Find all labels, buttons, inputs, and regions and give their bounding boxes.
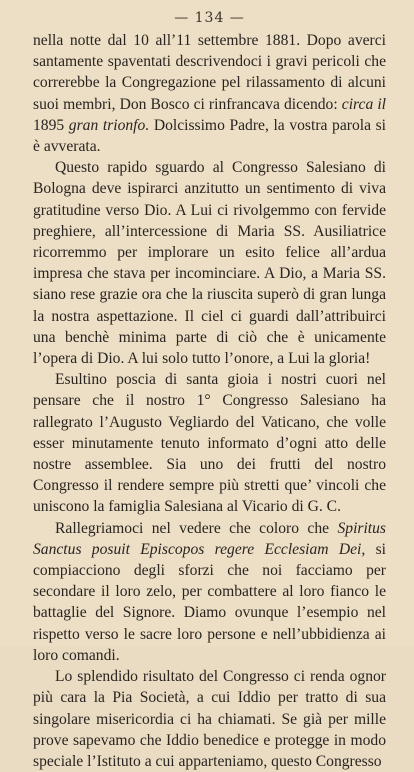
text-segment: Dolcissimo Padre, la vostra parola si è avverata. bbox=[33, 116, 386, 156]
text-segment: Lo splendido risultato del Congresso ci renda ognor più cara la Pia Società, a cui Iddio per tratto di sua singolare misericordia ci ha chiamati. Se già per mille prove sapevamo che Iddio benedice e protegge in modo speciale l’Istituto a cui apparteniamo, questo Congresso bbox=[33, 668, 386, 770]
paragraph-1 bbox=[33, 30, 386, 157]
paragraph-5 bbox=[33, 666, 386, 772]
page-number: — 134 — bbox=[174, 10, 245, 26]
body-text bbox=[33, 30, 386, 772]
text-segment: Questo rapido sguardo al Congresso Salesiano di Bologna deve ispirarci anzitutto un sentimento di viva gratitudine verso Dio. A Lui ci rivolgemmo con fervide preghiere, all’intercessione di Maria SS. Ausiliatrice ricorremmo per implorare un esito felice all’ardua impresa che stava per incominciare. A Dio, a Maria SS. siano rese grazie ora che la riuscita superò di gran lunga la nostra aspettazione. Il ciel ci guardi dall’attribuirci una benchè minima parte di ciò che è unicamente l’opera di Dio. A lui solo tutto l’onore, a Lui la gloria! bbox=[33, 159, 386, 368]
paragraph-3 bbox=[33, 369, 386, 517]
text-segment: si compiacciono degli sforzi che noi facciamo per secondare il loro zelo, per combattere al loro fianco le battaglie del Signore. Diamo ovunque l’esempio nel rispetto verso le sacre loro persone e nell’ubbidienza ai loro comandi. bbox=[33, 540, 386, 664]
italic-segment: gran trionfo. bbox=[68, 116, 150, 134]
text-segment: Esultino poscia di santa gioia i nostri cuori nel pensare che il nostro 1° Congresso Salesiano ha rallegrato l’Augusto Vegliardo del Vaticano, che volle esser minutamente tenuto informato d’ogni atto delle nostre assemblee. Sia uno dei frutti del nostro Congresso il rendere sempre più stretti que’ vincoli che uniscono la famiglia Salesiana al Vicario di G. C. bbox=[33, 371, 386, 516]
paragraph-2 bbox=[33, 157, 386, 369]
italic-segment: circa il bbox=[341, 95, 386, 113]
paragraph-4 bbox=[33, 518, 386, 666]
text-segment: nella notte dal 10 all’11 settembre 1881. Dopo averci santamente spaventati descrivendoci i gravi pericoli che correrebbe la Congregazione pel rilassamento di alcuni suoi membri, Don Bosco ci rinfrancava dicendo: bbox=[33, 32, 386, 113]
text-segment: Rallegriamoci nel vedere che coloro che bbox=[55, 519, 338, 537]
italic-segment: Spiritus Sanctus posuit Episcopos regere Ecclesiam Dei, bbox=[33, 519, 386, 558]
text-segment: 1895 bbox=[33, 116, 69, 134]
